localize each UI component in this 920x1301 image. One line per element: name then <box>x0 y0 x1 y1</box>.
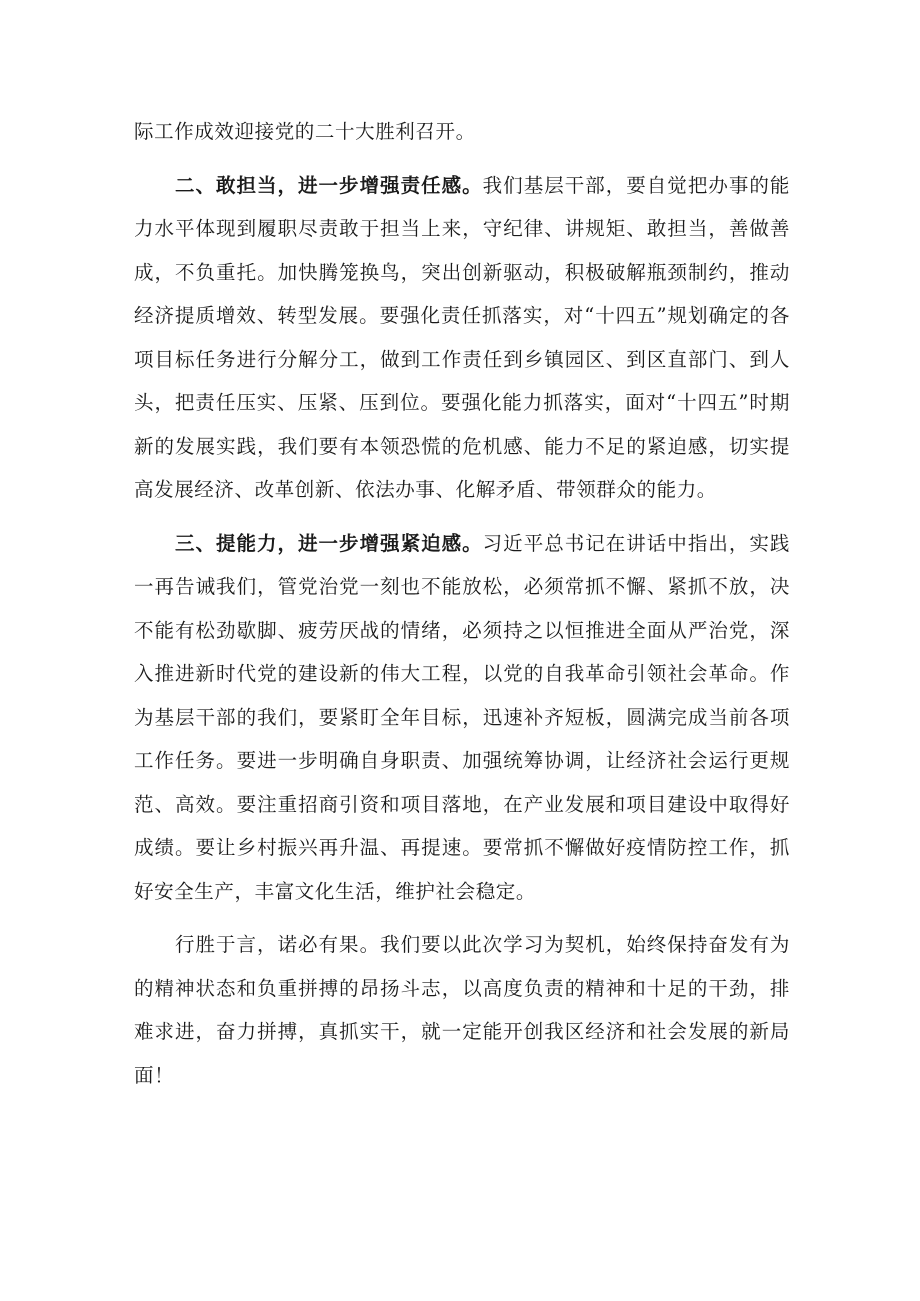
paragraph-text: 习近平总书记在讲话中指出，实践一再告诫我们，管党治党一刻也不能放松，必须常抓不懈、紧抓不放，决不能有松劲歇脚、疲劳厌战的情绪，必须持之以恒推进全面从严治党，深入推进新时代党的建设新的伟大工程，以党的自我革命引领社会革命。作为基层干部的我们，要紧盯全年目标，迅速补齐短板，圆满完成当前各项工作任务。要进一步明确自身职责、加强统筹协调，让经济社会运行更规范、高效。要注重招商引资和项目落地，在产业发展和项目建设中取得好成绩。要让乡村振兴再升温、再提速。要常抓不懈做好疫情防控工作，抓好安全生产，丰富文化生活，维护社会稳定。 <box>134 531 790 903</box>
section-heading: 二、敢担当，进一步增强责任感。 <box>174 173 483 197</box>
paragraph-section-2 <box>134 164 790 512</box>
paragraph-section-3 <box>134 522 790 914</box>
paragraph-conclusion <box>134 923 790 1097</box>
paragraph-text: 行胜于言，诺必有果。我们要以此次学习为契机，始终保持奋发有为的精神状态和负重拼搏的昂扬斗志，以高度负责的精神和十足的干劲，排难求进，奋力拼搏，真抓实干，就一定能开创我区经济和社会发展的新局面！ <box>134 933 790 1087</box>
paragraph-continuation <box>134 110 790 154</box>
section-heading: 三、提能力，进一步增强紧迫感。 <box>174 531 483 555</box>
document-body <box>134 110 790 1097</box>
paragraph-text: 际工作成效迎接党的二十大胜利召开。 <box>134 120 476 143</box>
paragraph-text: 我们基层干部，要自觉把办事的能力水平体现到履职尽责敢于担当上来，守纪律、讲规矩、敢担当，善做善成，不负重托。加快腾笼换鸟，突出创新驱动，积极破解瓶颈制约，推动经济提质增效、转型发展。要强化责任抓落实，对“十四五”规划确定的各项目标任务进行分解分工，做到工作责任到乡镇园区、到区直部门、到人头，把责任压实、压紧、压到位。要强化能力抓落实，面对“十四五”时期新的发展实践，我们要有本领恐慌的危机感、能力不足的紧迫感，切实提高发展经济、改革创新、依法办事、化解矛盾、带领群众的能力。 <box>134 173 790 501</box>
